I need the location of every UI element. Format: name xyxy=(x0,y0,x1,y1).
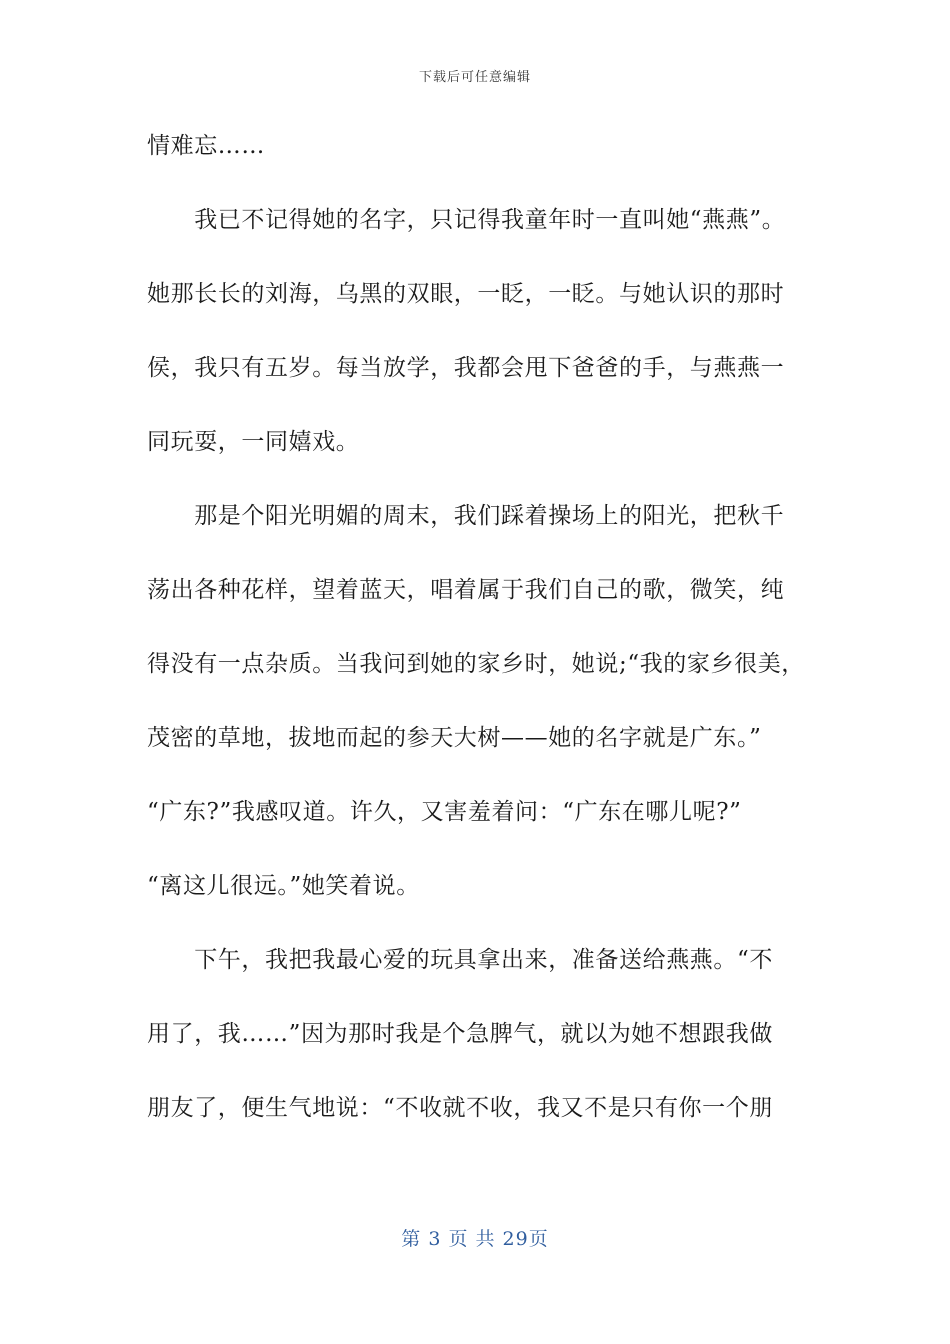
body-line-7: 荡出各种花样，望着蓝天，唱着属于我们自己的歌，微笑，纯 xyxy=(147,577,785,603)
body-line-14: 朋友了，便生气地说：“不收就不收，我又不是只有你一个朋 xyxy=(147,1095,773,1121)
page-header-note: 下载后可任意编辑 xyxy=(418,70,531,85)
body-line-8: 得没有一点杂质。当我问到她的家乡时，她说;“我的家乡很美， xyxy=(147,651,805,677)
page-number-footer xyxy=(0,1224,950,1251)
page-number-label: 第 3 页 共 29页 xyxy=(401,1228,549,1250)
body-line-4: 侯，我只有五岁。每当放学，我都会甩下爸爸的手，与燕燕一 xyxy=(147,355,785,381)
body-line-5: 同玩耍，一同嬉戏。 xyxy=(147,429,360,455)
body-line-13: 用了，我……”因为那时我是个急脾气，就以为她不想跟我做 xyxy=(147,1021,773,1047)
body-line-3: 她那长长的刘海，乌黑的双眼，一眨，一眨。与她认识的那时 xyxy=(147,281,785,307)
body-line-1: 情难忘…… xyxy=(147,133,265,159)
body-line-10: “广东?”我感叹道。许久，又害羞着问：“广东在哪儿呢?” xyxy=(147,799,742,825)
body-line-9: 茂密的草地，拔地而起的参天大树——她的名字就是广东。” xyxy=(147,725,762,751)
body-line-11: “离这儿很远。”她笑着说。 xyxy=(147,873,420,899)
body-line-12: 下午，我把我最心爱的玩具拿出来，准备送给燕燕。“不 xyxy=(147,947,773,973)
body-line-6: 那是个阳光明媚的周末，我们踩着操场上的阳光，把秋千 xyxy=(147,503,785,529)
body-line-2: 我已不记得她的名字，只记得我童年时一直叫她“燕燕”。 xyxy=(147,207,786,233)
